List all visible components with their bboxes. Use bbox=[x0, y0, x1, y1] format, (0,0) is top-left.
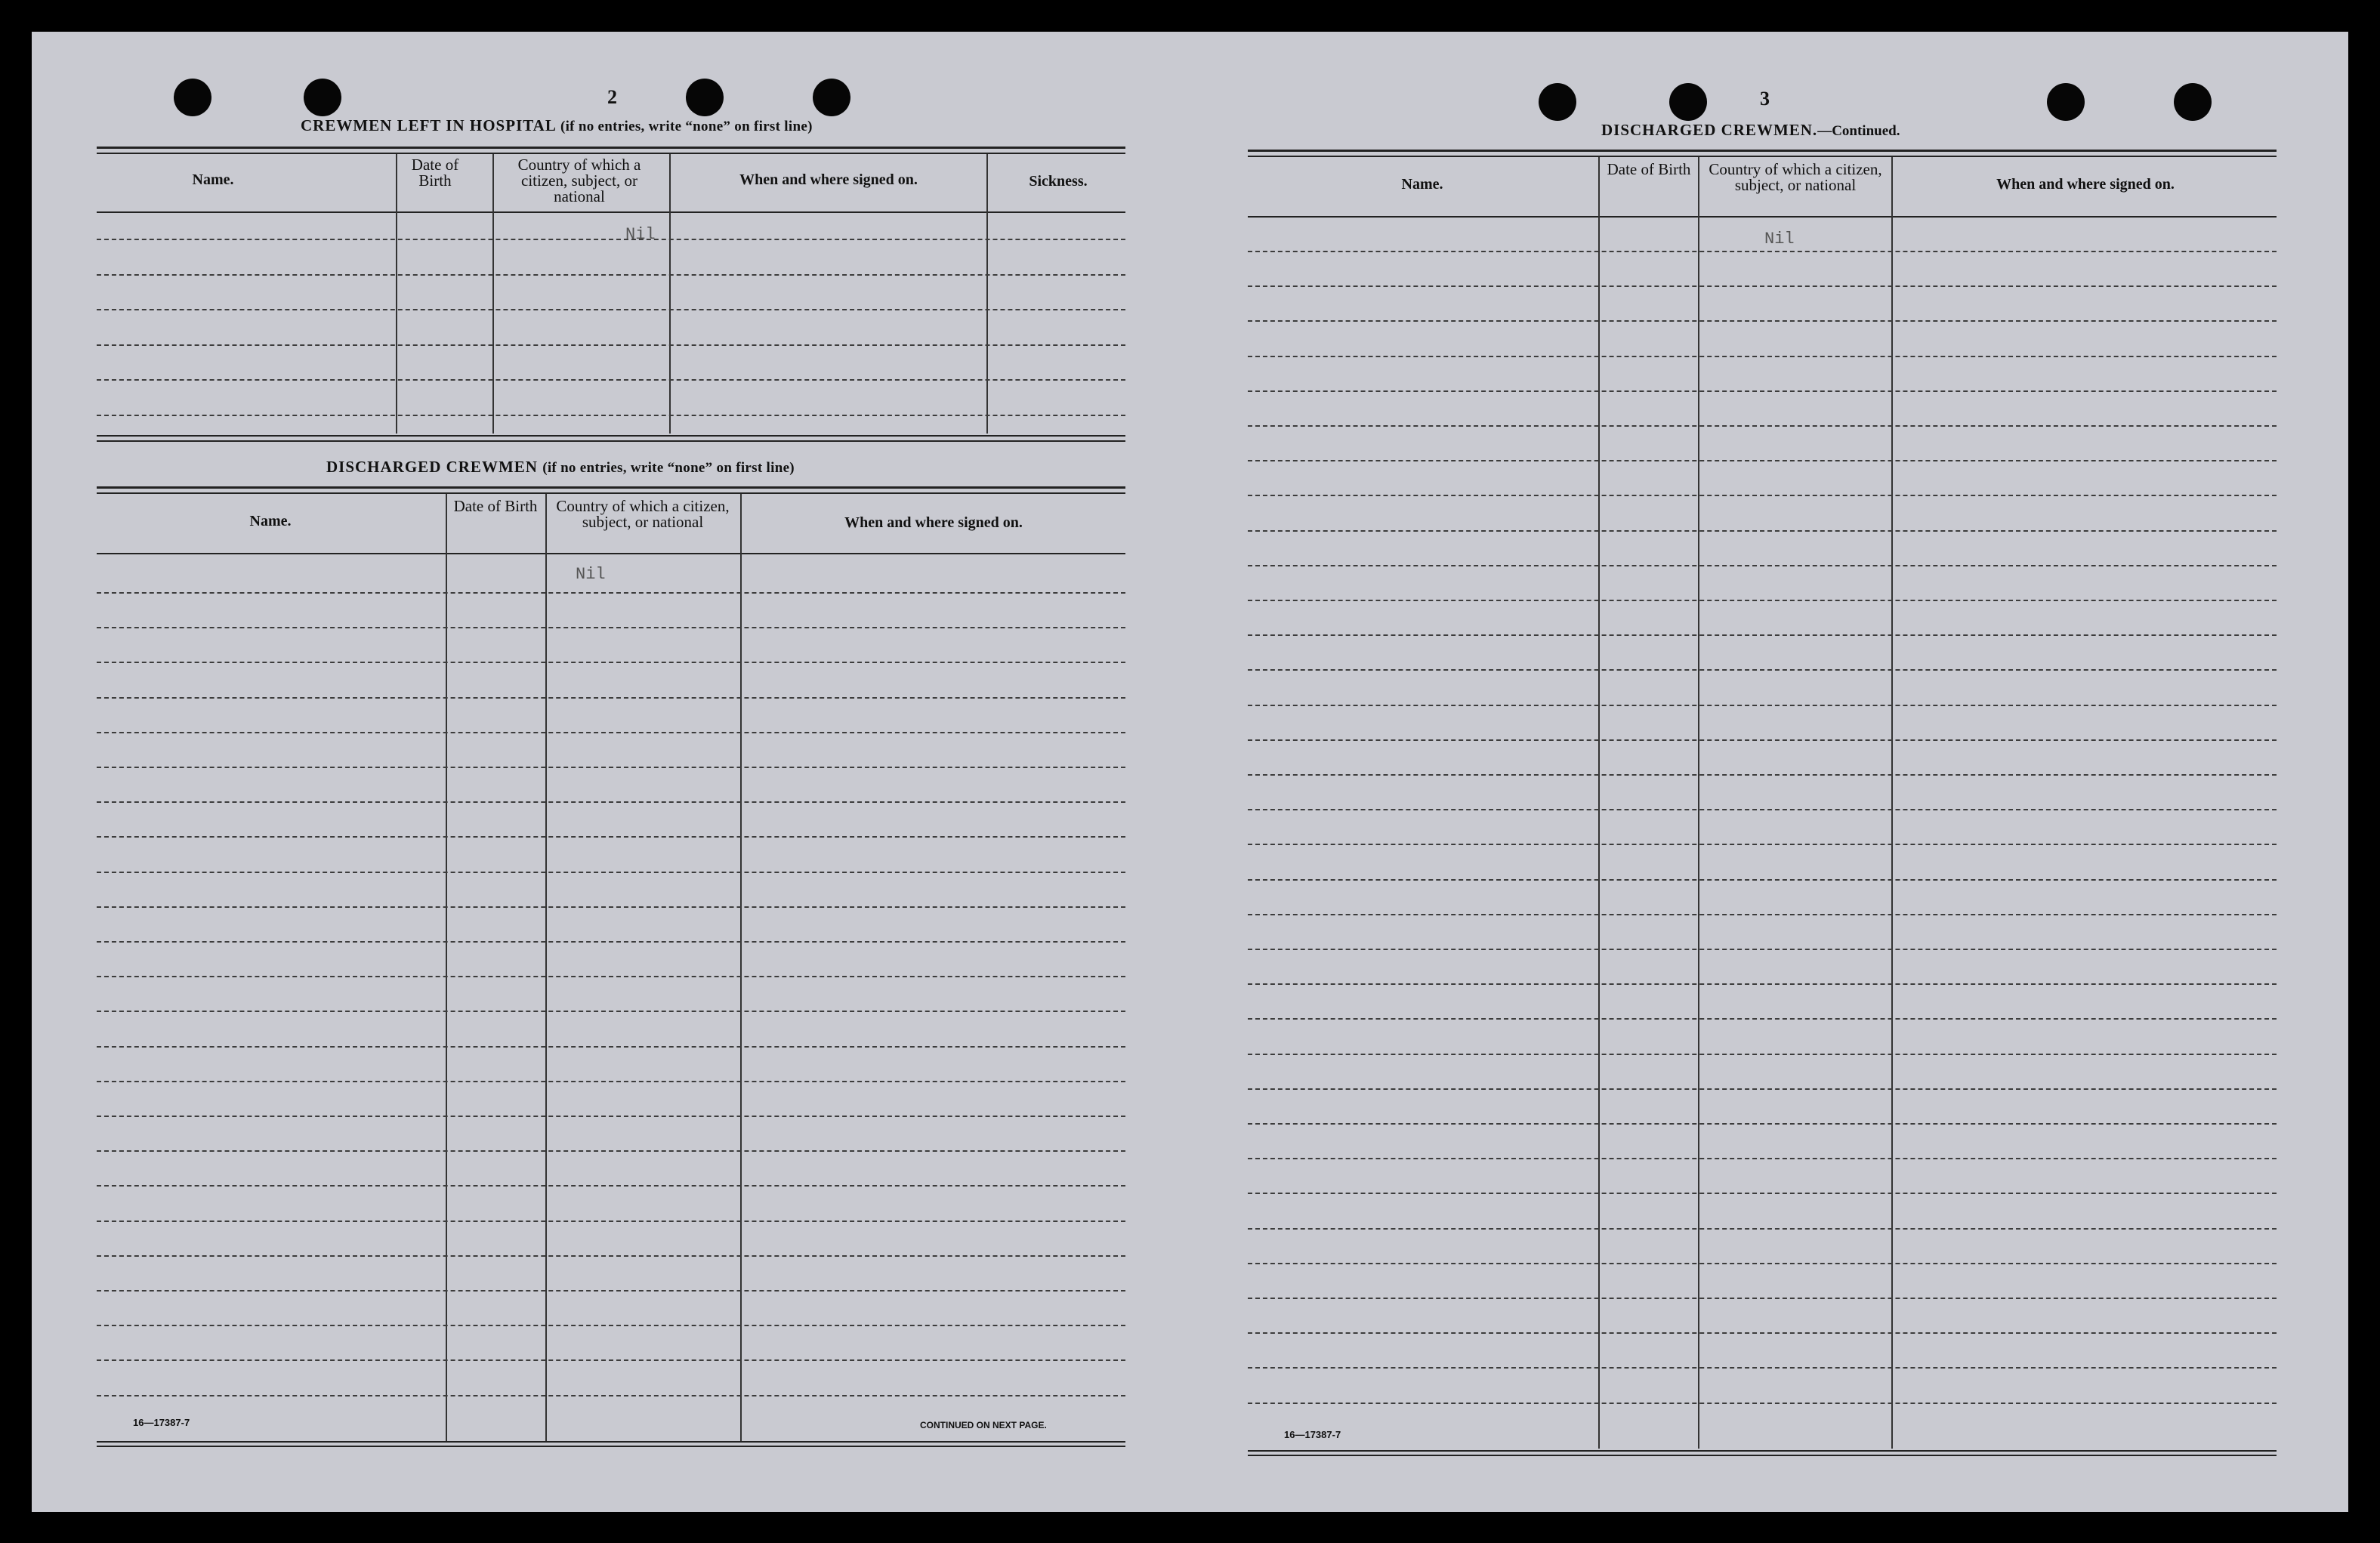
table-row-line bbox=[97, 1221, 1125, 1222]
hospital-title-note: (if no entries, write “none” on first line) bbox=[560, 119, 813, 134]
col-divider bbox=[740, 494, 742, 1441]
punch-hole bbox=[1669, 83, 1707, 121]
right-title-text: DISCHARGED CREWMEN. bbox=[1601, 121, 1818, 139]
table-row-line bbox=[97, 872, 1125, 873]
table-row-line bbox=[1248, 1193, 2277, 1194]
col-header-sickness: Sickness. bbox=[1029, 173, 1088, 190]
table-row-line bbox=[97, 1116, 1125, 1117]
table-row-line bbox=[97, 1290, 1125, 1291]
col-header-date-of-birth bbox=[449, 498, 542, 514]
table-row-line bbox=[1248, 983, 2277, 985]
rule bbox=[97, 435, 1125, 437]
col-header-text: Date of Birth bbox=[411, 156, 459, 190]
col-divider bbox=[1698, 157, 1699, 1449]
table-row-line bbox=[1248, 285, 2277, 287]
rule bbox=[97, 147, 1125, 149]
col-divider bbox=[986, 154, 988, 434]
form-number-left: 16—17387-7 bbox=[133, 1417, 190, 1428]
rule bbox=[97, 211, 1125, 213]
table-row-line bbox=[97, 1046, 1125, 1048]
table-row-line bbox=[1248, 460, 2277, 461]
table-row-line bbox=[1248, 1123, 2277, 1125]
discharged-entry: Nil bbox=[576, 565, 606, 584]
col-header-country bbox=[1701, 162, 1890, 193]
punch-hole bbox=[2174, 83, 2212, 121]
punch-hole bbox=[686, 79, 724, 116]
hospital-entry: Nil bbox=[625, 225, 656, 244]
col-header-text: Date of Birth bbox=[453, 497, 538, 515]
col-header-country bbox=[494, 157, 665, 205]
table-row-line bbox=[1248, 251, 2277, 252]
table-row-line bbox=[97, 976, 1125, 977]
table-row-line bbox=[1248, 1367, 2277, 1369]
col-header-date-of-birth bbox=[397, 157, 473, 189]
col-divider bbox=[446, 494, 447, 1441]
rule bbox=[97, 1441, 1125, 1443]
form-number-right: 16—17387-7 bbox=[1284, 1429, 1341, 1440]
rule bbox=[1248, 156, 2277, 157]
table-row-line bbox=[97, 1325, 1125, 1326]
col-divider bbox=[492, 154, 494, 434]
col-divider bbox=[669, 154, 671, 434]
table-row-line bbox=[97, 1359, 1125, 1361]
table-row-line bbox=[97, 1150, 1125, 1152]
rule bbox=[1248, 150, 2277, 152]
hospital-section-title bbox=[301, 116, 813, 135]
table-row-line bbox=[1248, 495, 2277, 496]
col-header-signed-on: When and where signed on. bbox=[739, 171, 918, 188]
page-number-left: 2 bbox=[607, 86, 617, 108]
table-row-line bbox=[1248, 1054, 2277, 1055]
table-row-line bbox=[97, 836, 1125, 838]
table-row-line bbox=[97, 697, 1125, 699]
rule bbox=[97, 153, 1125, 154]
page-number-right: 3 bbox=[1760, 88, 1770, 110]
table-row-line bbox=[1248, 1298, 2277, 1299]
discharged-title-note: (if no entries, write “none” on first line) bbox=[542, 460, 795, 476]
table-row-line bbox=[1248, 1403, 2277, 1404]
table-row-line bbox=[97, 627, 1125, 628]
table-row-line bbox=[1248, 809, 2277, 810]
continued-note: CONTINUED ON NEXT PAGE. bbox=[920, 1420, 1047, 1430]
punch-hole bbox=[1539, 83, 1576, 121]
right-title-continued: —Continued. bbox=[1817, 123, 1900, 139]
table-row-line bbox=[1248, 320, 2277, 322]
table-row-line bbox=[1248, 1158, 2277, 1159]
table-row-line bbox=[1248, 565, 2277, 566]
col-header-text: Country of which a citizen, subject, or national bbox=[1709, 160, 1882, 194]
rule bbox=[1248, 1455, 2277, 1456]
discharged-title-text: DISCHARGED CREWMEN bbox=[326, 458, 538, 476]
table-row-line bbox=[1248, 739, 2277, 741]
table-row-line bbox=[1248, 1263, 2277, 1264]
punch-hole bbox=[2047, 83, 2085, 121]
punch-hole bbox=[813, 79, 850, 116]
table-row-line bbox=[97, 801, 1125, 803]
table-row-line bbox=[97, 662, 1125, 663]
document-sheet bbox=[32, 32, 2348, 1512]
right-discharged-entry: Nil bbox=[1764, 230, 1795, 248]
col-header-signed-on: When and where signed on. bbox=[844, 514, 1023, 531]
col-header-name: Name. bbox=[1401, 176, 1443, 193]
col-header-text: Country of which a citizen, subject, or national bbox=[517, 156, 641, 205]
table-row-line bbox=[1248, 914, 2277, 915]
col-header-text: Date of Birth bbox=[1607, 160, 1691, 178]
table-row-line bbox=[97, 1255, 1125, 1257]
col-header-text: Country of which a citizen, subject, or national bbox=[556, 497, 730, 531]
right-discharged-title bbox=[1601, 121, 1900, 140]
table-row-line bbox=[97, 941, 1125, 943]
rule bbox=[97, 486, 1125, 489]
table-row-line bbox=[1248, 425, 2277, 427]
table-row-line bbox=[97, 1081, 1125, 1082]
table-row-line bbox=[1248, 669, 2277, 671]
table-row-line bbox=[1248, 774, 2277, 776]
col-divider bbox=[545, 494, 547, 1441]
col-header-country bbox=[548, 498, 737, 530]
punch-hole bbox=[174, 79, 211, 116]
col-divider bbox=[1598, 157, 1600, 1449]
rule bbox=[97, 440, 1125, 442]
punch-hole bbox=[304, 79, 341, 116]
col-header-name: Name. bbox=[192, 171, 234, 188]
table-row-line bbox=[1248, 390, 2277, 392]
table-row-line bbox=[97, 732, 1125, 733]
table-row-line bbox=[1248, 1228, 2277, 1230]
table-row-line bbox=[1248, 1088, 2277, 1090]
discharged-section-title bbox=[326, 458, 795, 477]
table-row-line bbox=[1248, 949, 2277, 950]
table-row-line bbox=[97, 239, 1125, 240]
table-row-line bbox=[1248, 1018, 2277, 1020]
table-row-line bbox=[1248, 879, 2277, 881]
table-row-line bbox=[1248, 634, 2277, 636]
table-row-line bbox=[97, 592, 1125, 594]
rule bbox=[1248, 216, 2277, 218]
col-header-date-of-birth bbox=[1601, 162, 1696, 177]
table-row-line bbox=[97, 1011, 1125, 1012]
table-row-line bbox=[1248, 705, 2277, 706]
rule bbox=[97, 553, 1125, 554]
col-header-signed-on: When and where signed on. bbox=[1996, 176, 2175, 193]
col-divider bbox=[1891, 157, 1893, 1449]
table-row-line bbox=[97, 1395, 1125, 1396]
table-row-line bbox=[1248, 844, 2277, 845]
table-row-line bbox=[97, 274, 1125, 276]
table-row-line bbox=[97, 415, 1125, 416]
rule bbox=[97, 1446, 1125, 1447]
hospital-title-text: CREWMEN LEFT IN HOSPITAL bbox=[301, 116, 556, 134]
table-row-line bbox=[97, 906, 1125, 908]
col-header-name: Name. bbox=[249, 513, 292, 529]
table-row-line bbox=[97, 379, 1125, 381]
rule bbox=[97, 492, 1125, 494]
table-row-line bbox=[1248, 600, 2277, 601]
table-row-line bbox=[97, 309, 1125, 310]
col-divider bbox=[396, 154, 397, 434]
table-row-line bbox=[1248, 356, 2277, 357]
table-row-line bbox=[1248, 530, 2277, 532]
table-row-line bbox=[1248, 1332, 2277, 1334]
table-row-line bbox=[97, 344, 1125, 346]
rule bbox=[1248, 1450, 2277, 1452]
table-row-line bbox=[97, 767, 1125, 768]
table-row-line bbox=[97, 1185, 1125, 1187]
